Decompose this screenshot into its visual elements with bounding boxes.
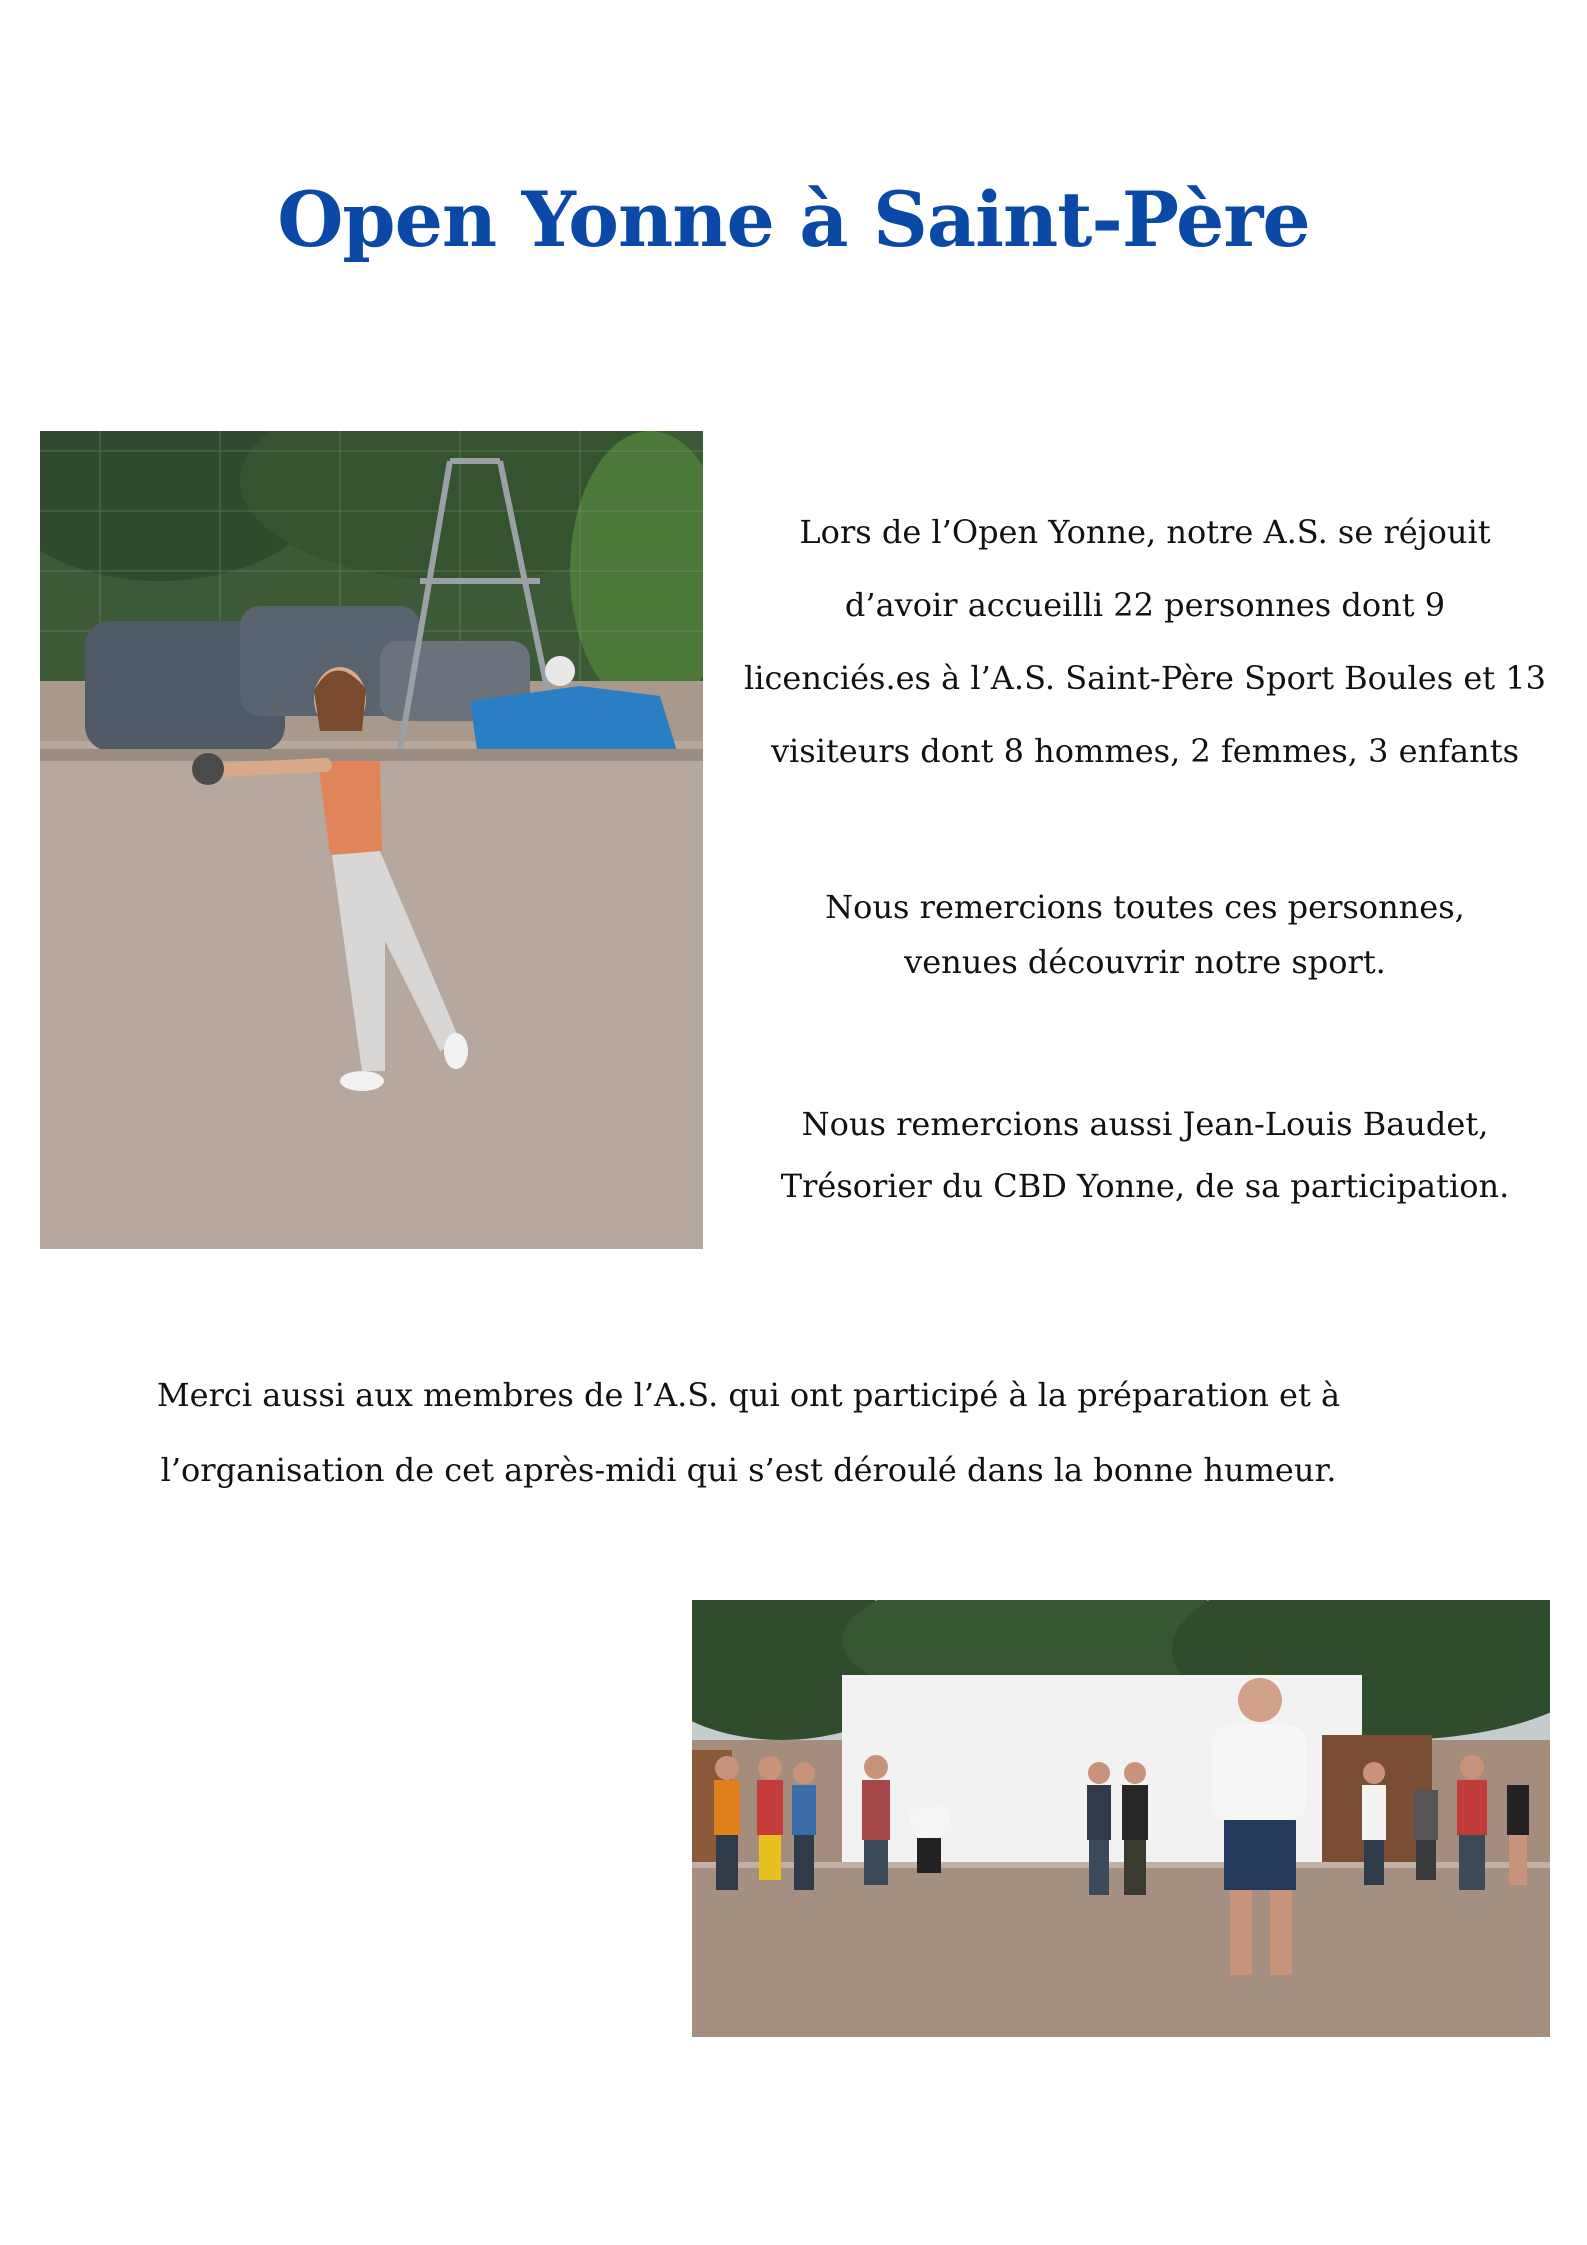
group-playing-image bbox=[692, 1600, 1550, 2037]
thanks-paragraph bbox=[715, 880, 1575, 990]
photo-girl-throwing bbox=[40, 431, 703, 1249]
treasurer-line: Nous remercions aussi Jean-Louis Baudet, bbox=[801, 1105, 1489, 1143]
photo-group-playing bbox=[692, 1600, 1550, 2037]
treasurer-line: Trésorier du CBD Yonne, de sa participation. bbox=[780, 1167, 1510, 1205]
members-paragraph bbox=[40, 1358, 1547, 1508]
intro-line: d’avoir accueilli 22 personnes dont 9 bbox=[844, 586, 1446, 624]
intro-paragraph bbox=[715, 496, 1575, 788]
girl-throwing-image bbox=[40, 431, 703, 1249]
thanks-line: venues découvrir notre sport. bbox=[904, 943, 1386, 981]
page-title: Open Yonne à Saint-Père bbox=[277, 175, 1310, 264]
members-line: Merci aussi aux membres de l’A.S. qui ont participé à la préparation et à bbox=[156, 1376, 1341, 1414]
intro-line: Lors de l’Open Yonne, notre A.S. se réjouit bbox=[799, 513, 1491, 551]
treasurer-paragraph bbox=[715, 1093, 1575, 1217]
intro-line: visiteurs dont 8 hommes, 2 femmes, 3 enfants bbox=[770, 732, 1520, 770]
intro-line: licenciés.es à l’A.S. Saint-Père Sport Boules et 13 bbox=[743, 659, 1546, 697]
thanks-line: Nous remercions toutes ces personnes, bbox=[825, 888, 1465, 926]
members-line: l’organisation de cet après-midi qui s’est déroulé dans la bonne humeur. bbox=[160, 1451, 1337, 1489]
